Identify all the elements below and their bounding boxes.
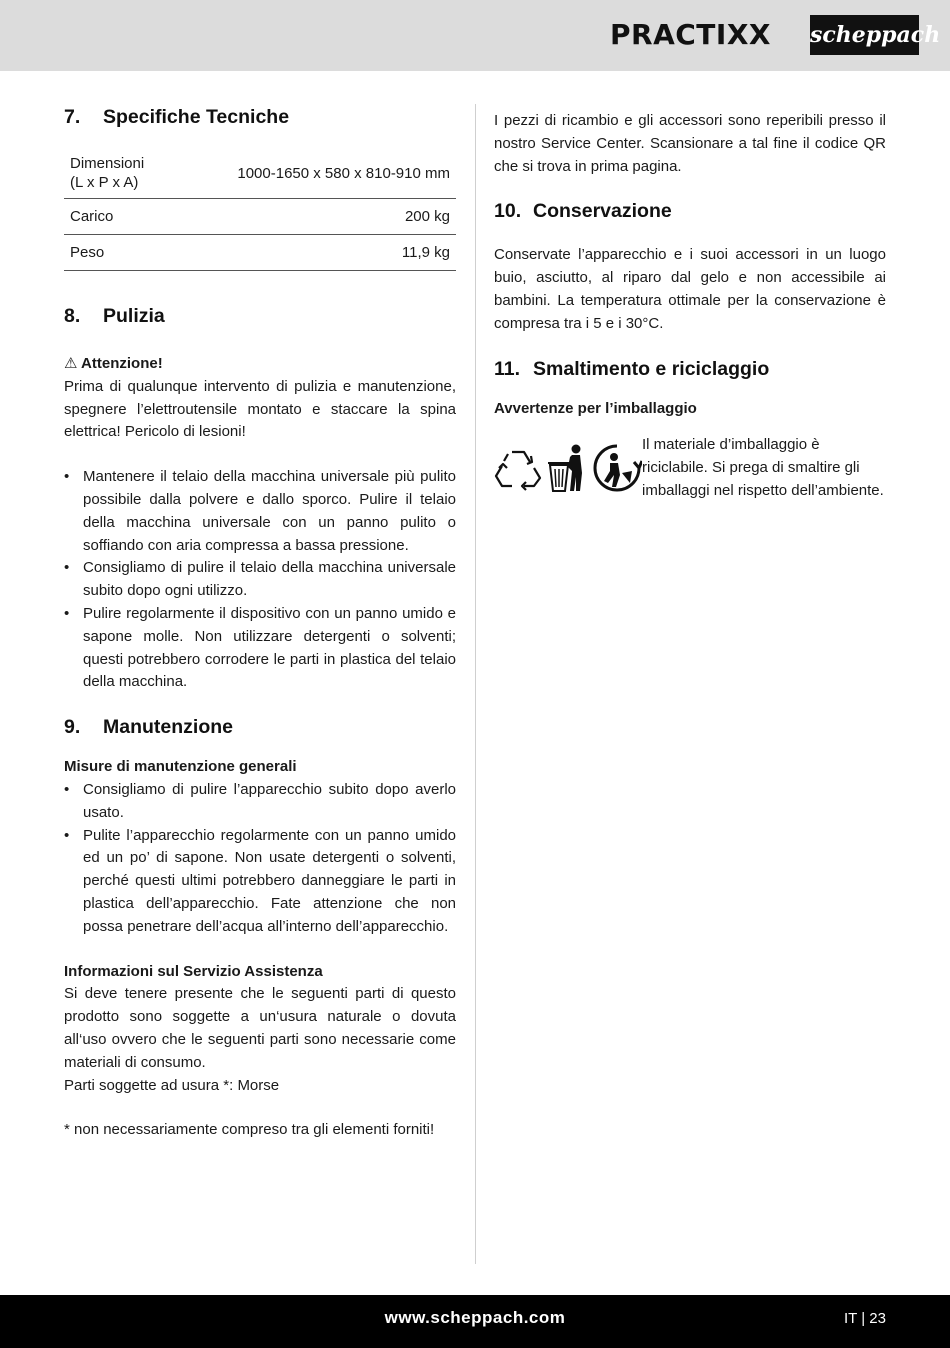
list-item: • Pulire regolarmente il dispositivo con un panno umido e sapone molle. Non utilizzare detergenti o solventi; questi potrebbero corrodere le parti in plastica del telaio della macchina. xyxy=(64,603,456,694)
section-number: 7. xyxy=(64,106,81,128)
column-divider xyxy=(475,104,476,1264)
section-title: Smaltimento e riciclaggio xyxy=(533,357,770,380)
storage-text: Conservate l’apparecchio e i suoi accessori in un luogo buio, asciutto, al riparo dal gelo e non accessibile ai bambini. La temperatura ottimale per la conservazione è compresa tra i 5 e i 30°C. xyxy=(494,246,886,332)
list-item: • Mantenere il telaio della macchina universale più pulito possibile dalla polvere e dallo sporco. Pulire il telaio della macchina universale con un panno pulito o soffiando con aria compressa a bassa pressione. xyxy=(64,466,456,557)
spec-label: Carico xyxy=(64,199,173,235)
spec-value: 1000-1650 x 580 x 810-910 mm xyxy=(173,148,456,199)
packaging-heading: Avvertenze per l’imballaggio xyxy=(494,399,697,417)
page-header xyxy=(0,0,950,71)
packaging-row xyxy=(494,434,886,502)
service-text: Si deve tenere presente che le seguenti parti di questo prodotto sono soggette a un‘usura naturale o dovuta all‘uso ovvero che le seguenti parti sono necessarie come materiali di consumo. xyxy=(64,985,456,1071)
section-8-heading xyxy=(64,301,456,331)
maintenance-list xyxy=(64,779,456,939)
right-column xyxy=(494,110,886,503)
service-heading: Informazioni sul Servizio Assistenza xyxy=(64,962,323,980)
table-row xyxy=(64,199,456,235)
disposal-icons xyxy=(494,440,642,496)
spec-label: Dimensioni (L x P x A) xyxy=(64,148,173,199)
section-number: 8. xyxy=(64,305,81,327)
scheppach-logo: scheppach xyxy=(810,15,919,55)
website-link[interactable]: www.scheppach.com xyxy=(384,1308,566,1327)
section-title: Pulizia xyxy=(103,305,165,327)
practixx-logo: PRACTIXX xyxy=(610,18,771,51)
section-number: 9. xyxy=(64,716,81,739)
spec-value: 11,9 kg xyxy=(173,235,456,271)
spec-value: 200 kg xyxy=(173,199,456,235)
wear-parts-text: Parti soggette ad usura *: Morse xyxy=(64,1076,280,1094)
warning-title: ⚠ Attenzione! xyxy=(64,355,163,372)
warning-text: Prima di qualunque intervento di pulizia e manutenzione, spegnere l’elettroutensile montato e staccare la spina elettrica! Pericolo di lesioni! xyxy=(64,377,456,441)
packaging-text: Il materiale d’imballaggio è riciclabile. Si prega di smaltire gli imballaggi nel rispetto dell’ambiente. xyxy=(642,436,884,499)
spec-label: Peso xyxy=(64,235,173,271)
general-maintenance-heading: Misure di manutenzione generali xyxy=(64,758,297,776)
spare-parts-text: I pezzi di ricambio e gli accessori sono reperibili presso il nostro Service Center. Scansionare a tal fine il codice QR che si trova in prima pagina. xyxy=(494,112,886,175)
list-item: • Consigliamo di pulire l’apparecchio subito dopo averlo usato. xyxy=(64,779,456,825)
table-row xyxy=(64,148,456,199)
table-row xyxy=(64,235,456,271)
section-10-heading xyxy=(494,196,886,226)
list-item: • Pulite l’apparecchio regolarmente con un panno umido ed un po’ di sapone. Non usate detergenti o solventi, perché questi ultimi potrebbero danneggiare le parti in plastica dell’apparecchio. Fate attenzione che non possa penetrare dell’acqua all’interno dell’apparecchio. xyxy=(64,825,456,939)
section-9-heading xyxy=(64,712,456,742)
footnote: * non necessariamente compreso tra gli elementi forniti! xyxy=(64,1121,435,1139)
person-recycling-icon xyxy=(592,443,642,493)
section-7-heading xyxy=(64,102,456,132)
section-title: Manutenzione xyxy=(103,716,233,739)
list-item: • Consigliamo di pulire il telaio della macchina universale subito dopo ogni utilizzo. xyxy=(64,557,456,603)
specs-table xyxy=(64,148,456,271)
page-number: IT | 23 xyxy=(844,1310,886,1327)
recycle-icon xyxy=(494,444,542,492)
section-title: Specifiche Tecniche xyxy=(103,106,290,128)
page-footer xyxy=(0,1295,950,1348)
section-title: Conservazione xyxy=(533,200,672,223)
cleaning-list xyxy=(64,466,456,694)
section-number: 10. xyxy=(494,200,522,223)
bin-disposal-icon xyxy=(546,443,588,493)
left-column xyxy=(64,102,456,1142)
section-number: 11. xyxy=(494,357,521,380)
section-11-heading xyxy=(494,354,886,384)
